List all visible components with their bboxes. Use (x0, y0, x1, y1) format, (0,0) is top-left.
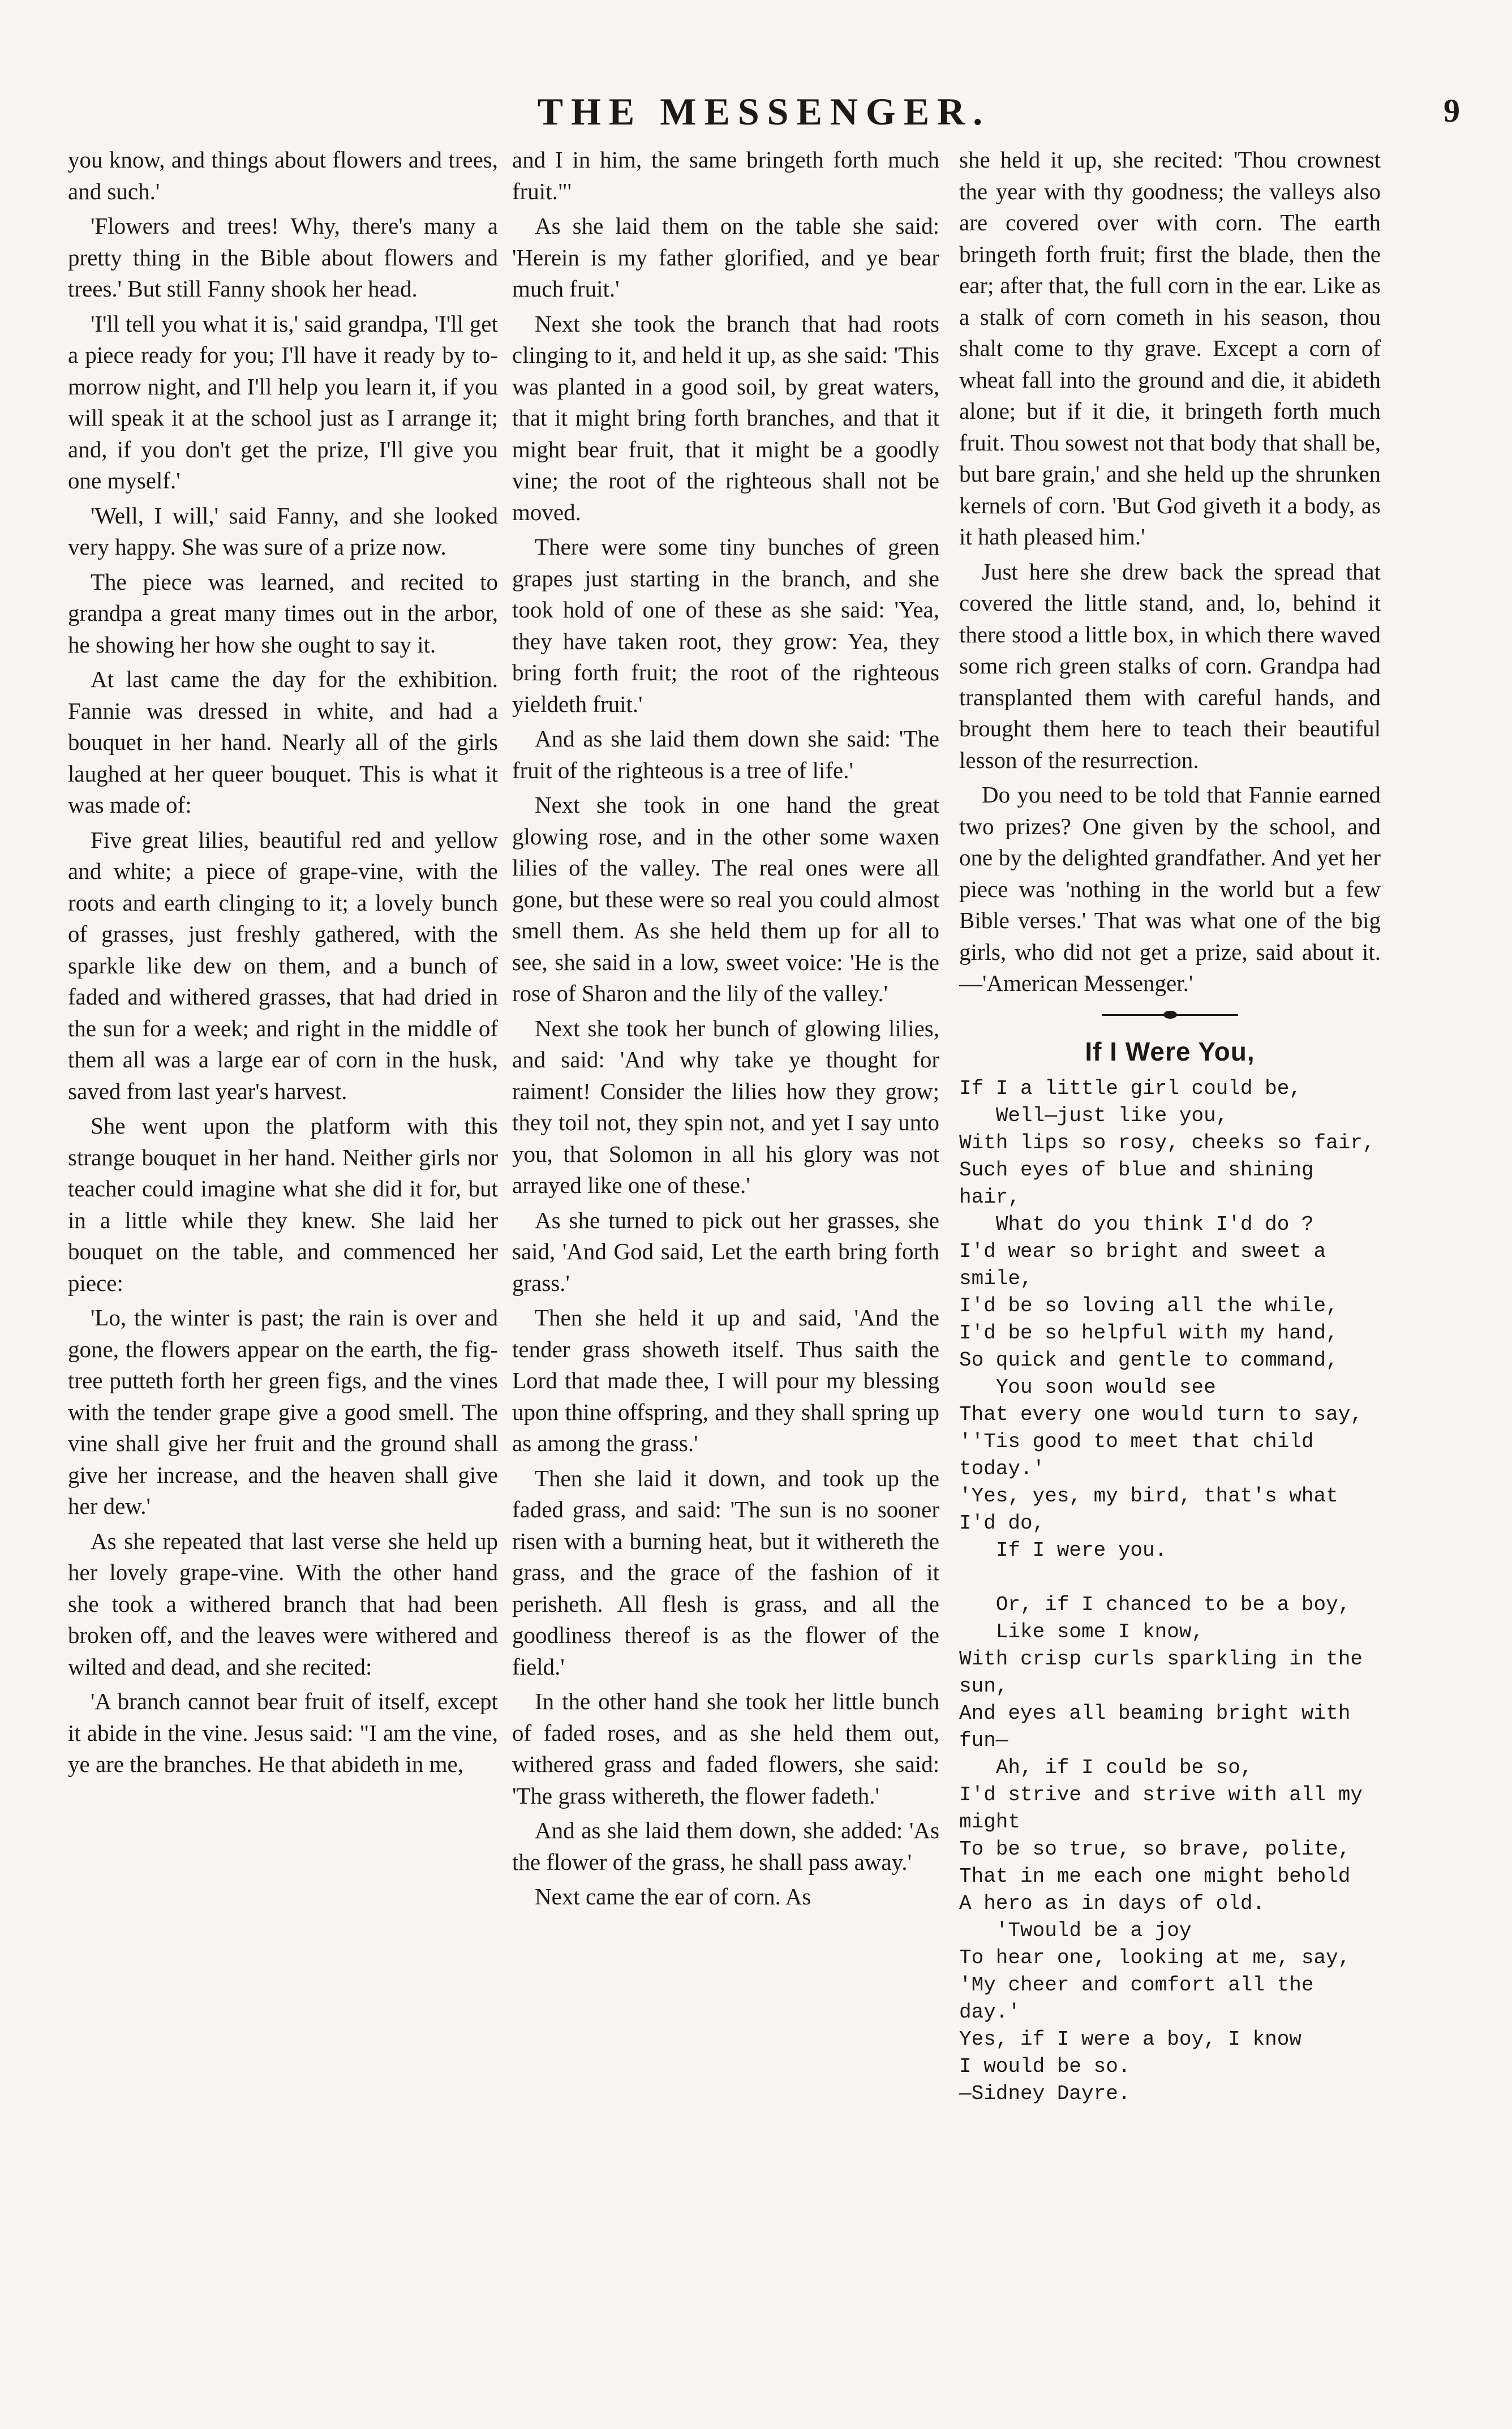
poem-line: Yes, if I were a boy, I know (959, 2028, 1301, 2051)
poem-title: If I Were You, (1085, 1036, 1255, 1066)
page-header (45, 74, 1483, 136)
paragraph: you know, and things about flowers and trees, and such.' (68, 147, 498, 204)
poem-line: 'Twould be a joy (959, 1919, 1192, 1942)
poem-line: A hero as in days of old. (959, 1892, 1265, 1915)
column-2 (512, 144, 939, 1916)
page-number: 9 (1444, 92, 1460, 129)
paragraph: Next she took in one hand the great glowing rose, and in the other some waxen lilies of the valley. The real ones were all gone, but these were so real you could almost smell them. As she held them up for all to see, she said in a low, sweet voice: 'He is the rose of Sharon and the lily of the valley.' (512, 792, 939, 1006)
paragraph: And as she laid them down, she added: 'As the flower of the grass, he shall pass away.' (512, 1817, 939, 1875)
paragraph: As she repeated that last verse she held up her lovely grape-vine. With the other hand she took a withered branch that had been broken off, and the leaves were withered and wilted and dead, and she recited: (68, 1527, 498, 1680)
paragraph: Do you need to be told that Fannie earned two prizes? One given by the school, and one by the delighted grandfather. And yet her piece was 'nothing in the world but a few Bible verses.' That was what one of the big girls, who did not get a prize, said about it.—'American Messenger.' (959, 782, 1381, 996)
poem-line: That every one would turn to say, (959, 1403, 1363, 1426)
paragraph: she held it up, she recited: 'Thou crownest the year with thy goodness; the valleys also are covered over with corn. The earth bringeth forth fruit; first the blade, then the ear; after that, the full corn in the ear. Like as a stalk of corn cometh in his season, thou shalt come to thy grave. Except a corn of wheat fall into the ground and die, it abideth alone; but if it die, it bringeth forth much fruit. Thou sowest not that body that shall be, but bare grain,' and she held up the shrunken kernels of corn. 'But God giveth it a body, as it hath pleased him.' (959, 147, 1381, 550)
poem-line: 'Yes, yes, my bird, that's what I'd do, (959, 1484, 1351, 1535)
masthead-title: THE MESSENGER. (537, 90, 991, 133)
poem-line: Well—just like you, (959, 1104, 1228, 1127)
paragraph: At last came the day for the exhibition. Fannie was dressed in white, and had a bouquet in her hand. Nearly all of the girls laughed at her queer bouquet. This is what it was made of: (68, 666, 498, 818)
poem-line: To hear one, looking at me, say, (959, 1946, 1351, 1969)
paragraph: 'Lo, the winter is past; the rain is over and gone, the flowers appear on the earth, the fig-tree putteth forth her green figs, and the vines with the tender grape give a good smell. The vine shall give her fruit and the ground shall give her increase, and the heaven shall give her dew.' (68, 1304, 498, 1519)
poem-line: I would be so. (959, 2055, 1131, 2078)
paragraph: Next came the ear of corn. As (535, 1883, 811, 1909)
column-3 (959, 144, 1381, 2108)
paragraph: Five great lilies, beautiful red and yellow and white; a piece of grape-vine, with the roots and earth clinging to it; a lovely bunch of grasses, just freshly gathered, with the sparkle like dew on them, and a bunch of faded and withered grasses, that had dried in the sun for a week; and right in the middle of them all was a large ear of corn in the husk, saved from last year's harvest. (68, 826, 498, 1104)
poem-line: Such eyes of blue and shining hair, (959, 1158, 1326, 1209)
poem-signature: —Sidney Dayre. (959, 2082, 1131, 2105)
paragraph: As she laid them on the table she said: 'Herein is my father glorified, and ye bear much fruit.' (512, 213, 939, 302)
stanza-break (959, 1564, 1381, 1591)
poem-line: To be so true, so brave, polite, (959, 1838, 1351, 1861)
poem-line: If I were you. (959, 1539, 1167, 1562)
paragraph: and I in him, the same bringeth forth much fruit."' (512, 147, 939, 204)
paragraph: Just here she drew back the spread that covered the little stand, and, lo, behind it there stood a little box, in which there waved some rich green stalks of corn. Grandpa had transplanted them with careful hands, and brought them here to teach their beautiful lesson of the resurrection. (959, 558, 1381, 773)
paragraph: 'A branch cannot bear fruit of itself, except it abide in the vine. Jesus said: "I am the vine, ye are the branches. He that abideth in me, (68, 1688, 498, 1777)
poem-line: If I a little girl could be, (959, 1077, 1301, 1100)
paragraph: Then she laid it down, and took up the faded grass, and said: 'The sun is no sooner risen with a burning heat, but it withereth the grass, and the grace of the fashion of it perisheth. All flesh is grass, and all the goodliness thereof is as the flower of the field.' (512, 1465, 939, 1680)
poem-line: Ah, if I could be so, (959, 1756, 1253, 1779)
poem-line: With crisp curls sparkling in the sun, (959, 1647, 1375, 1698)
poem-line: I'd wear so bright and sweet a smile, (959, 1240, 1338, 1290)
poem-line: Or, if I chanced to be a boy, (959, 1593, 1351, 1616)
paragraph: 'Flowers and trees! Why, there's many a pretty thing in the Bible about flowers and trees.' But still Fanny shook her head. (68, 213, 498, 302)
poem-line: So quick and gentle to command, (959, 1349, 1338, 1372)
poem-line: ''Tis good to meet that child today.' (959, 1430, 1326, 1480)
poem-line: That in me each one might behold (959, 1865, 1351, 1888)
paragraph: Then she held it up and said, 'And the tender grass showeth itself. Thus saith the Lord that made thee, I will pour my blessing upon thine offspring, and they shall spring up as among the grass.' (512, 1304, 939, 1456)
column-1 (68, 144, 498, 1784)
paragraph: And as she laid them down she said: 'The fruit of the righteous is a tree of life.' (512, 726, 939, 783)
poem-line: Like some I know, (959, 1620, 1204, 1643)
poem-line: I'd be so loving all the while, (959, 1294, 1338, 1318)
section-divider (1102, 1014, 1238, 1016)
paragraph: Next she took her bunch of glowing lilies, and said: 'And why take ye thought for raiment! Consider the lilies how they grow; they toil not, they spin not, and yet I say unto you, that Solomon in all his glory was not arrayed like one of these.' (512, 1015, 939, 1198)
paragraph: 'Well, I will,' said Fanny, and she looked very happy. She was sure of a prize now. (68, 502, 498, 560)
paragraph: As she turned to pick out her grasses, she said, 'And God said, Let the earth bring forth grass.' (512, 1207, 939, 1296)
paragraph: She went upon the platform with this strange bouquet in her hand. Neither girls nor teacher could imagine what she did it for, but in a little while they knew. She laid her bouquet on the table, and commenced her piece: (68, 1113, 498, 1296)
poem-line: With lips so rosy, cheeks so fair, (959, 1131, 1375, 1155)
paragraph: Next she took the branch that had roots clinging to it, and held it up, as she said: 'This was planted in a good soil, by great waters, that it might bring forth branches, and that it might bear fruit, that it might be a goodly vine; the root of the righteous shall not be moved. (512, 310, 939, 525)
poem-line: You soon would see (959, 1376, 1216, 1399)
poem-line: I'd be so helpful with my hand, (959, 1321, 1338, 1345)
paragraph: The piece was learned, and recited to grandpa a great many times out in the arbor, he showing her how she ought to say it. (68, 568, 498, 658)
paragraph: 'I'll tell you what it is,' said grandpa, 'I'll get a piece ready for you; I'll have it ready by to-morrow night, and I'll help you learn it, if you will speak it at the school just as I arrange it; and, if you don't get the prize, I'll give you one myself.' (68, 310, 498, 493)
poem (959, 1075, 1381, 2108)
poem-line: 'My cheer and comfort all the day.' (959, 1973, 1326, 2024)
poem-line: And eyes all beaming bright with fun— (959, 1702, 1363, 1752)
paragraph: There were some tiny bunches of green grapes just starting in the branch, and she took hold of one of these as she said: 'Yea, they have taken root, they grow: Yea, they bring forth fruit; the root of the righteous yieldeth fruit.' (512, 534, 939, 717)
paragraph: In the other hand she took her little bunch of faded roses, and as she held them out, withered grass and faded flowers, she said: 'The grass withereth, the flower fadeth.' (512, 1688, 939, 1809)
poem-line: What do you think I'd do ? (959, 1213, 1314, 1236)
poem-line: I'd strive and strive with all my might (959, 1783, 1375, 1834)
